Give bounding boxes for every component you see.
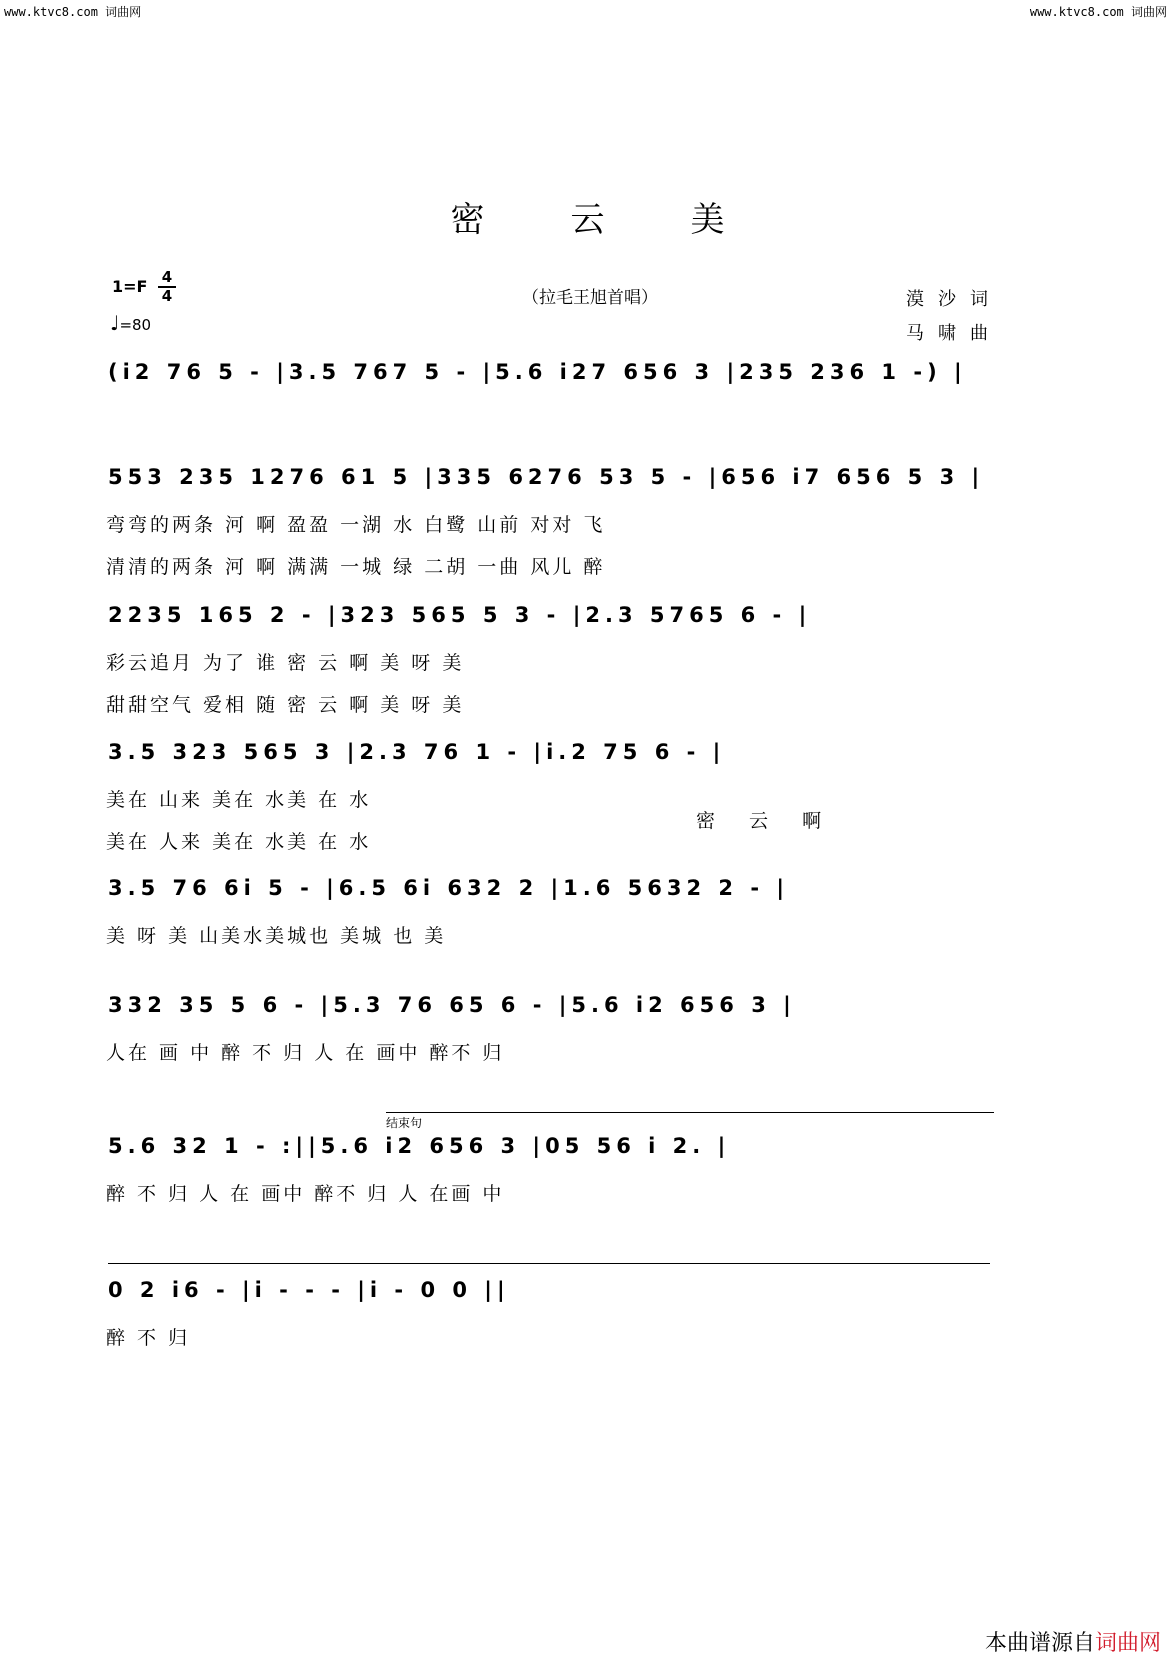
composer-credit: 马啸曲 xyxy=(906,323,1002,344)
tempo-marking xyxy=(110,311,151,335)
lyric-line: 弯弯的两条 河 啊 盈盈 一湖 水 白鹭 山前 对对 飞 xyxy=(106,514,606,536)
time-signature xyxy=(158,270,176,304)
lyric-line: 彩云追月 为了 谁 密 云 啊 美 呀 美 xyxy=(106,652,465,674)
beam-line xyxy=(108,1306,988,1307)
beam-line xyxy=(108,388,988,389)
notation-row: 553 235 1276 61 5 |335 6276 53 5 - |656 i7 656 5 3 | xyxy=(108,465,985,489)
beam-line xyxy=(108,493,988,494)
notation-row: 3.5 76 6i 5 - |6.5 6i 632 2 |1.6 5632 2 - | xyxy=(108,876,790,900)
lyric-line: 醉 不 归 xyxy=(106,1327,191,1349)
notation-row: 332 35 5 6 - |5.3 76 65 6 - |5.6 i2 656 3 | xyxy=(108,993,796,1017)
beam-line xyxy=(108,1162,988,1163)
ending-label: 结束句 xyxy=(386,1116,423,1130)
beam-line xyxy=(108,631,988,632)
notation-row: (i2 76 5 - |3.5 767 5 - |5.6 i27 656 3 |235 236 1 -) | xyxy=(108,360,967,384)
side-lyric: 密 云 啊 xyxy=(696,810,836,832)
lyricist-credit: 漠沙词 xyxy=(906,289,1002,310)
performer-note: （拉毛王旭首唱） xyxy=(522,288,658,308)
beam-line xyxy=(108,904,988,905)
song-title: 密云美 xyxy=(450,200,811,240)
site-watermark-left: www.ktvc8.com 词曲网 xyxy=(4,5,142,19)
lyric-line: 美在 山来 美在 水美 在 水 xyxy=(106,789,372,811)
lyric-line: 甜甜空气 爱相 随 密 云 啊 美 呀 美 xyxy=(106,694,465,716)
time-signature-top: 4 xyxy=(161,268,173,286)
lyric-line: 清清的两条 河 啊 满满 一城 绿 二胡 一曲 风儿 醉 xyxy=(106,556,606,578)
volta-line xyxy=(108,1263,990,1264)
beam-line xyxy=(108,768,988,769)
tempo-value: =80 xyxy=(119,316,152,334)
lyric-line: 醉 不 归 人 在 画中 醉不 归 人 在画 中 xyxy=(106,1183,505,1205)
source-footer xyxy=(985,1626,1161,1657)
lyric-line: 人在 画 中 醉 不 归 人 在 画中 醉不 归 xyxy=(106,1042,505,1064)
lyric-line: 美在 人来 美在 水美 在 水 xyxy=(106,831,372,853)
site-watermark-right: www.ktvc8.com 词曲网 xyxy=(1029,5,1167,19)
source-brand: 词曲网 xyxy=(1094,1631,1161,1656)
source-prefix: 本曲谱源自 xyxy=(984,1631,1095,1656)
time-signature-bottom: 4 xyxy=(161,287,173,305)
notation-row: 2235 165 2 - |323 565 5 3 - |2.3 5765 6 - | xyxy=(108,603,812,627)
notation-row: 5.6 32 1 - :||5.6 i2 656 3 |05 56 i 2. | xyxy=(108,1134,731,1158)
ending-bracket xyxy=(386,1112,994,1131)
quarter-note-icon: ♩ xyxy=(110,311,120,335)
beam-line xyxy=(108,1021,988,1022)
lyric-line: 美 呀 美 山美水美城也 美城 也 美 xyxy=(106,925,447,947)
notation-row: 0 2 i6 - |i - - - |i - 0 0 || xyxy=(108,1278,510,1302)
notation-row: 3.5 323 565 3 |2.3 76 1 - |i.2 75 6 - | xyxy=(108,740,726,764)
key-signature: 1=F xyxy=(112,277,148,296)
